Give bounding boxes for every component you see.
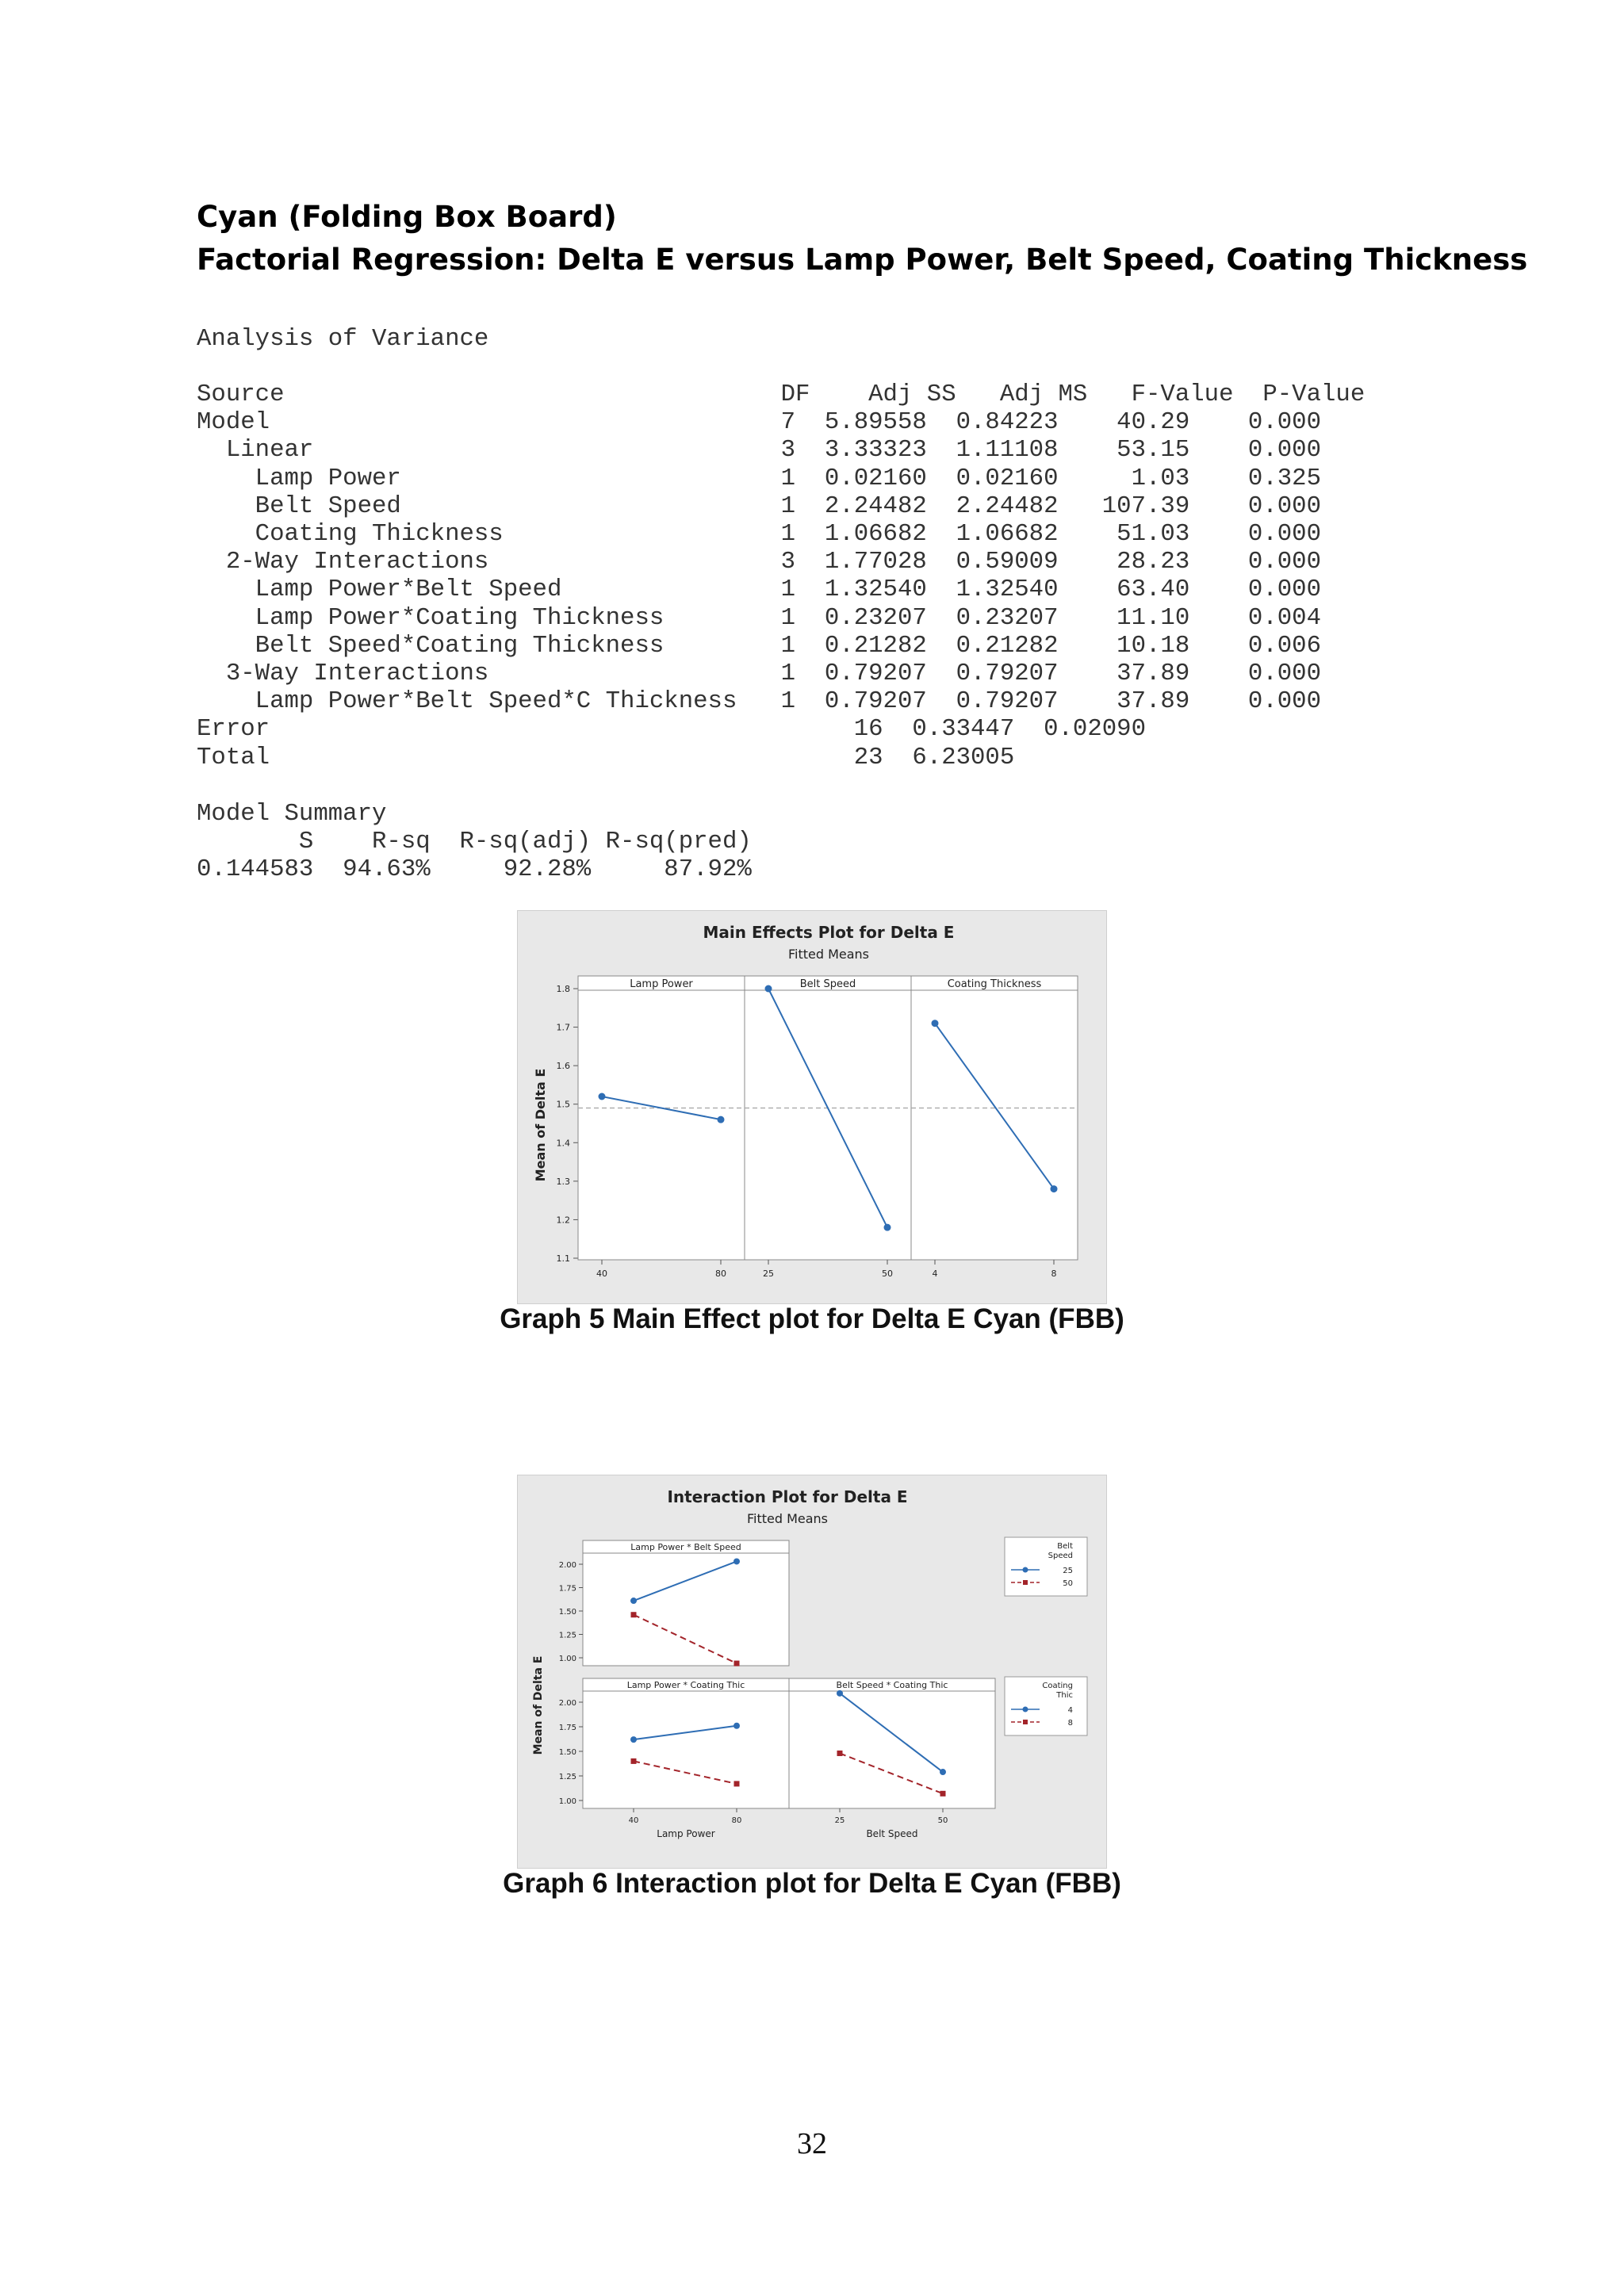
data-point (940, 1791, 946, 1797)
legend-title: Coating (1042, 1682, 1073, 1690)
legend-entry: 4 (1067, 1706, 1073, 1715)
legend-title: Belt (1057, 1542, 1073, 1551)
data-point (718, 1116, 725, 1123)
data-point (940, 1769, 946, 1775)
x-tick-label: 25 (834, 1816, 845, 1825)
anova-table (197, 381, 1365, 771)
panel-area (789, 1691, 995, 1808)
anova-row: Lamp Power*Coating Thickness 1 0.23207 0.23207 11.10 0.004 (197, 603, 1321, 632)
data-point (734, 1781, 740, 1786)
chart-title: Interaction Plot for Delta E (667, 1487, 908, 1506)
y-axis-label: Mean of Delta E (533, 1068, 548, 1182)
y-tick-label: 2.00 (558, 1561, 576, 1570)
page-number: 32 (797, 2127, 827, 2160)
x-tick-label: 40 (628, 1816, 639, 1825)
data-point (837, 1751, 843, 1756)
y-axis-label: Mean of Delta E (532, 1655, 545, 1755)
main-effects-chart (518, 911, 1106, 1303)
anova-row: Lamp Power*Belt Speed 1 1.32540 1.32540 63.40 0.000 (197, 576, 1321, 604)
legend-marker (1023, 1567, 1028, 1573)
y-tick-label: 1.2 (556, 1215, 570, 1226)
y-tick-label: 1.7 (556, 1022, 570, 1033)
anova-row: Belt Speed*Coating Thickness 1 0.21282 0.21282 10.18 0.006 (197, 631, 1321, 660)
y-tick-label: 1.25 (558, 1773, 576, 1781)
panel-area (583, 1691, 789, 1808)
anova-heading: Analysis of Variance (197, 325, 489, 353)
y-tick-label: 1.00 (558, 1797, 576, 1806)
data-point (599, 1093, 606, 1100)
y-tick-label: 1.4 (556, 1138, 570, 1149)
panel-label: Belt Speed * Coating Thic (836, 1680, 948, 1690)
x-tick-label: 80 (731, 1816, 742, 1825)
y-tick-label: 1.75 (558, 1584, 576, 1594)
anova-row: Lamp Power*Belt Speed*C Thickness 1 0.79207 0.79207 37.89 0.000 (197, 687, 1321, 716)
x-tick-label: 25 (763, 1269, 774, 1279)
panel-label: Coating Thickness (947, 978, 1042, 990)
y-tick-label: 1.6 (556, 1061, 570, 1072)
x-axis-label: Lamp Power (657, 1828, 715, 1839)
model-summary-header-row: S R-sq R-sq(adj) R-sq(pred) (197, 828, 752, 856)
chart-subtitle: Fitted Means (746, 1511, 829, 1526)
interaction-chart (518, 1475, 1106, 1868)
regression-title: Factorial Regression: Delta E versus Lamp Power, Belt Speed, Coating Thickness (197, 243, 1528, 277)
anova-row: 3-Way Interactions 1 0.79207 0.79207 37.89 0.000 (197, 660, 1321, 688)
chart-title: Main Effects Plot for Delta E (703, 923, 955, 942)
panel-label: Lamp Power * Coating Thic (626, 1680, 745, 1690)
panel-label: Lamp Power * Belt Speed (630, 1542, 741, 1552)
y-tick-label: 2.00 (558, 1699, 576, 1708)
data-point (837, 1690, 843, 1697)
interaction-figure (517, 1475, 1107, 1869)
x-axis-label: Belt Speed (866, 1828, 918, 1839)
data-point (1051, 1185, 1058, 1192)
data-point (631, 1758, 637, 1764)
main-effects-figure (517, 910, 1107, 1304)
anova-total-row: Total 23 6.23005 (197, 743, 1015, 771)
model-summary-heading: Model Summary (197, 800, 387, 828)
panel-area (578, 990, 745, 1260)
anova-row: Lamp Power 1 0.02160 0.02160 1.03 0.325 (197, 464, 1321, 492)
graph5-caption: Graph 5 Main Effect plot for Delta E Cyan (FBB) (500, 1303, 1124, 1334)
data-point (733, 1723, 740, 1729)
legend-box (1005, 1537, 1087, 1596)
anova-row: Model 7 5.89558 0.84223 40.29 0.000 (197, 408, 1321, 437)
anova-row: Linear 3 3.33323 1.11108 53.15 0.000 (197, 436, 1321, 465)
legend-title: Speed (1048, 1552, 1073, 1560)
panel-area (745, 990, 911, 1260)
x-tick-label: 40 (596, 1269, 607, 1279)
x-tick-label: 80 (715, 1269, 726, 1279)
y-tick-label: 1.25 (558, 1631, 576, 1640)
graph6-caption: Graph 6 Interaction plot for Delta E Cyan (FBB) (503, 1868, 1121, 1899)
legend-marker (1023, 1707, 1028, 1712)
data-point (734, 1661, 740, 1667)
panel-area (911, 990, 1078, 1260)
panel-label: Belt Speed (799, 978, 856, 990)
y-tick-label: 1.00 (558, 1655, 576, 1663)
section-title: Cyan (Folding Box Board) (197, 200, 617, 234)
legend-marker (1023, 1580, 1028, 1585)
y-tick-label: 1.5 (556, 1099, 570, 1110)
model-summary-values-row: 0.144583 94.63% 92.28% 87.92% (197, 855, 752, 884)
x-tick-label: 50 (937, 1816, 948, 1825)
legend-marker (1023, 1720, 1028, 1724)
anova-row: Belt Speed 1 2.24482 2.24482 107.39 0.000 (197, 492, 1321, 520)
anova-header-row: Source DF Adj SS Adj MS F-Value P-Value (197, 381, 1365, 408)
data-point (630, 1598, 637, 1604)
y-tick-label: 1.50 (558, 1748, 576, 1757)
data-point (765, 985, 772, 993)
data-point (733, 1558, 740, 1564)
chart-subtitle: Fitted Means (787, 947, 870, 962)
panel-label: Lamp Power (630, 978, 693, 990)
legend-entry: 25 (1063, 1567, 1073, 1575)
y-tick-label: 1.1 (556, 1253, 570, 1264)
legend-title: Thic (1056, 1691, 1073, 1700)
y-tick-label: 1.75 (558, 1724, 576, 1732)
y-tick-label: 1.3 (556, 1176, 570, 1187)
y-tick-label: 1.8 (556, 984, 570, 994)
data-point (932, 1020, 939, 1027)
legend-entry: 50 (1063, 1579, 1073, 1588)
model-summary-table (197, 800, 752, 884)
panel-area (583, 1553, 789, 1666)
data-point (631, 1612, 637, 1617)
data-point (630, 1736, 637, 1743)
x-tick-label: 4 (932, 1269, 938, 1279)
y-tick-label: 1.50 (558, 1608, 576, 1617)
x-tick-label: 50 (882, 1269, 893, 1279)
anova-row: Coating Thickness 1 1.06682 1.06682 51.03 0.000 (197, 520, 1321, 549)
anova-error-row: Error 16 0.33447 0.02090 (197, 715, 1147, 744)
data-point (884, 1224, 891, 1231)
x-tick-label: 8 (1051, 1269, 1057, 1279)
legend-entry: 8 (1067, 1719, 1073, 1728)
anova-row: 2-Way Interactions 3 1.77028 0.59009 28.23 0.000 (197, 548, 1321, 576)
